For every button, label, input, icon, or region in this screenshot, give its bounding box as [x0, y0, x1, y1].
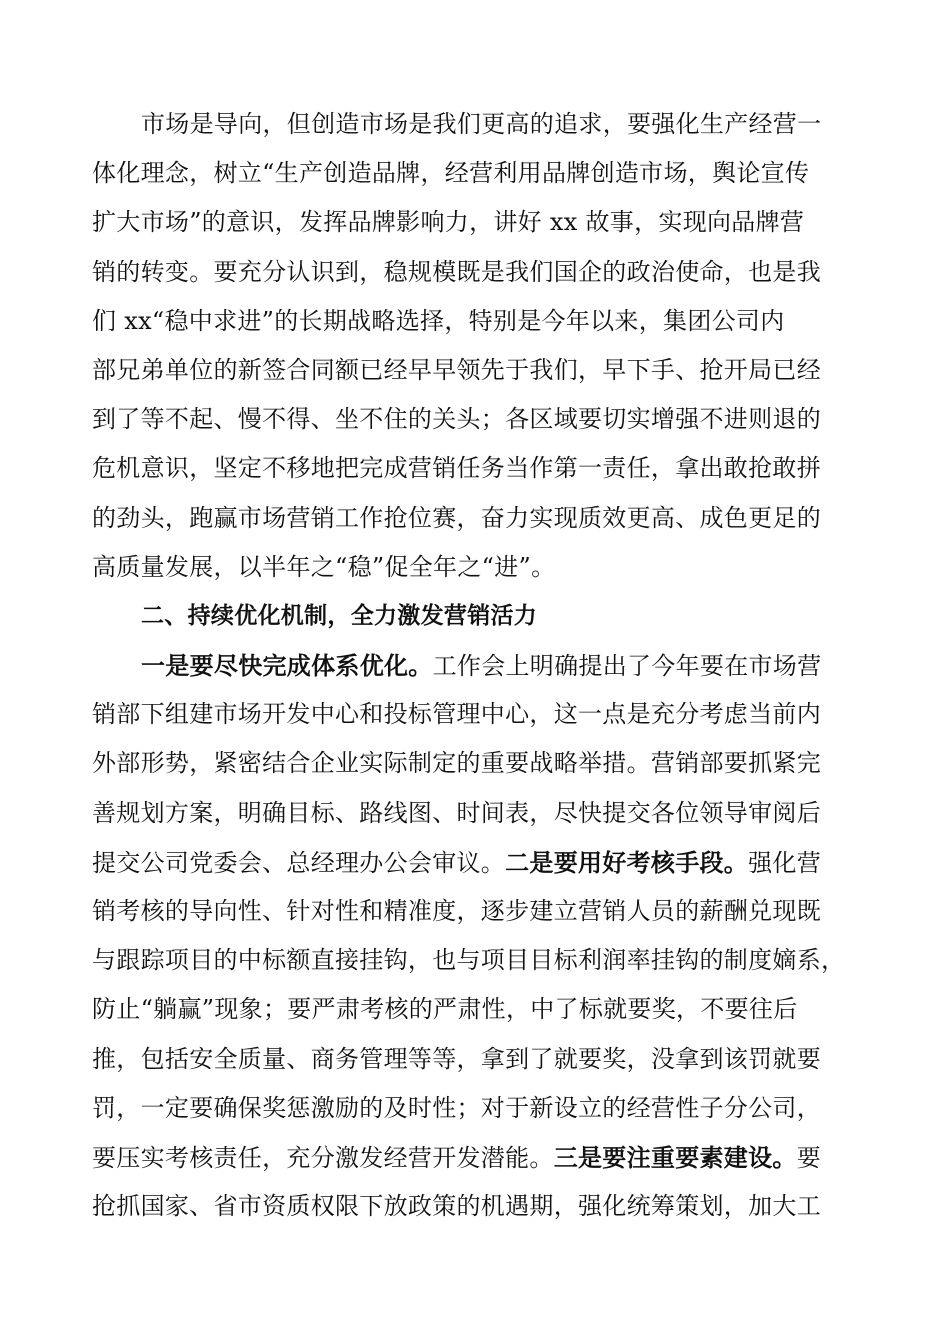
paragraph-line	[92, 1133, 867, 1182]
paragraph-text: 提交公司党委会、总经理办公会审议。	[92, 848, 506, 877]
paragraph-text: 强化营	[748, 848, 822, 877]
paragraph-line: 部兄弟单位的新签合同额已经早早领先于我们，早下手、抢开局已经	[92, 355, 821, 384]
bold-lead-1: 一是要尽快完成体系优化。	[141, 651, 433, 681]
paragraph-line	[92, 641, 867, 690]
paragraph-line: 危机意识，坚定不移地把完成营销任务当作第一责任，拿出敢抢敢拼	[92, 454, 821, 483]
paragraph-line: 的劲头，跑赢市场营销工作抢位赛，奋力实现质效更高、成色更足的	[92, 503, 821, 532]
paragraph-line: 与跟踪项目的中标额直接挂钩，也与项目目标利润率挂钩的制度嫡系，	[92, 946, 846, 975]
document-page	[92, 100, 867, 1231]
bold-lead-3: 三是要注重要素建设。	[553, 1142, 797, 1172]
paragraph-line: 销部下组建市场开发中心和投标管理中心，这一点是充分考虑当前内	[92, 700, 821, 729]
paragraph-line: 抢抓国家、省市资质权限下放政策的机遇期，强化统筹策划，加大工	[92, 1192, 821, 1221]
paragraph-line: 扩大市场”的意识，发挥品牌影响力，讲好 xx 故事，实现向品牌营	[92, 208, 805, 237]
paragraph-text: 要	[796, 1143, 822, 1172]
paragraph-line: 市场是导向，但创造市场是我们更高的追求，要强化生产经营一	[141, 110, 822, 138]
paragraph-line: 外部形势，紧密结合企业实际制定的重要战略举措。营销部要抓紧完	[92, 749, 821, 778]
paragraph-text: 要压实考核责任，充分激发经营开发潜能。	[92, 1143, 554, 1172]
bold-lead-2: 二是要用好考核手段。	[505, 847, 749, 877]
paragraph-line: 到了等不起、慢不得、坐不住的关头；各区域要切实增强不进则退的	[92, 405, 821, 434]
paragraph-line: 推，包括安全质量、商务管理等等，拿到了就要奖，没拿到该罚就要	[92, 1044, 821, 1073]
paragraph-line: 防止“躺赢”现象；要严肃考核的严肃性，中了标就要奖，不要往后	[92, 995, 798, 1024]
paragraph-line: 销考核的导向性、针对性和精准度，逐步建立营销人员的薪酬兑现既	[92, 897, 821, 925]
paragraph-line: 们 xx“稳中求进”的长期战略选择，特别是今年以来，集团公司内	[92, 306, 785, 335]
paragraph-text: 工作会上明确提出了今年要在市场营	[432, 652, 822, 681]
section-heading: 二、持续优化机制，全力激发营销活力	[141, 602, 538, 629]
paragraph-line: 善规划方案，明确目标、路线图、时间表，尽快提交各位领导审阅后	[92, 798, 821, 827]
paragraph-line: 体化理念，树立“生产创造品牌，经营利用品牌创造市场，舆论宣传	[92, 159, 810, 188]
paragraph-line: 销的转变。要充分认识到，稳规模既是我们国企的政治使命，也是我	[92, 257, 821, 286]
paragraph-line: 罚，一定要确保奖惩激励的及时性；对于新设立的经营性子分公司，	[92, 1093, 821, 1122]
paragraph-line	[92, 838, 867, 887]
paragraph-line: 高质量发展，以半年之“稳”促全年之“进”。	[92, 552, 556, 581]
